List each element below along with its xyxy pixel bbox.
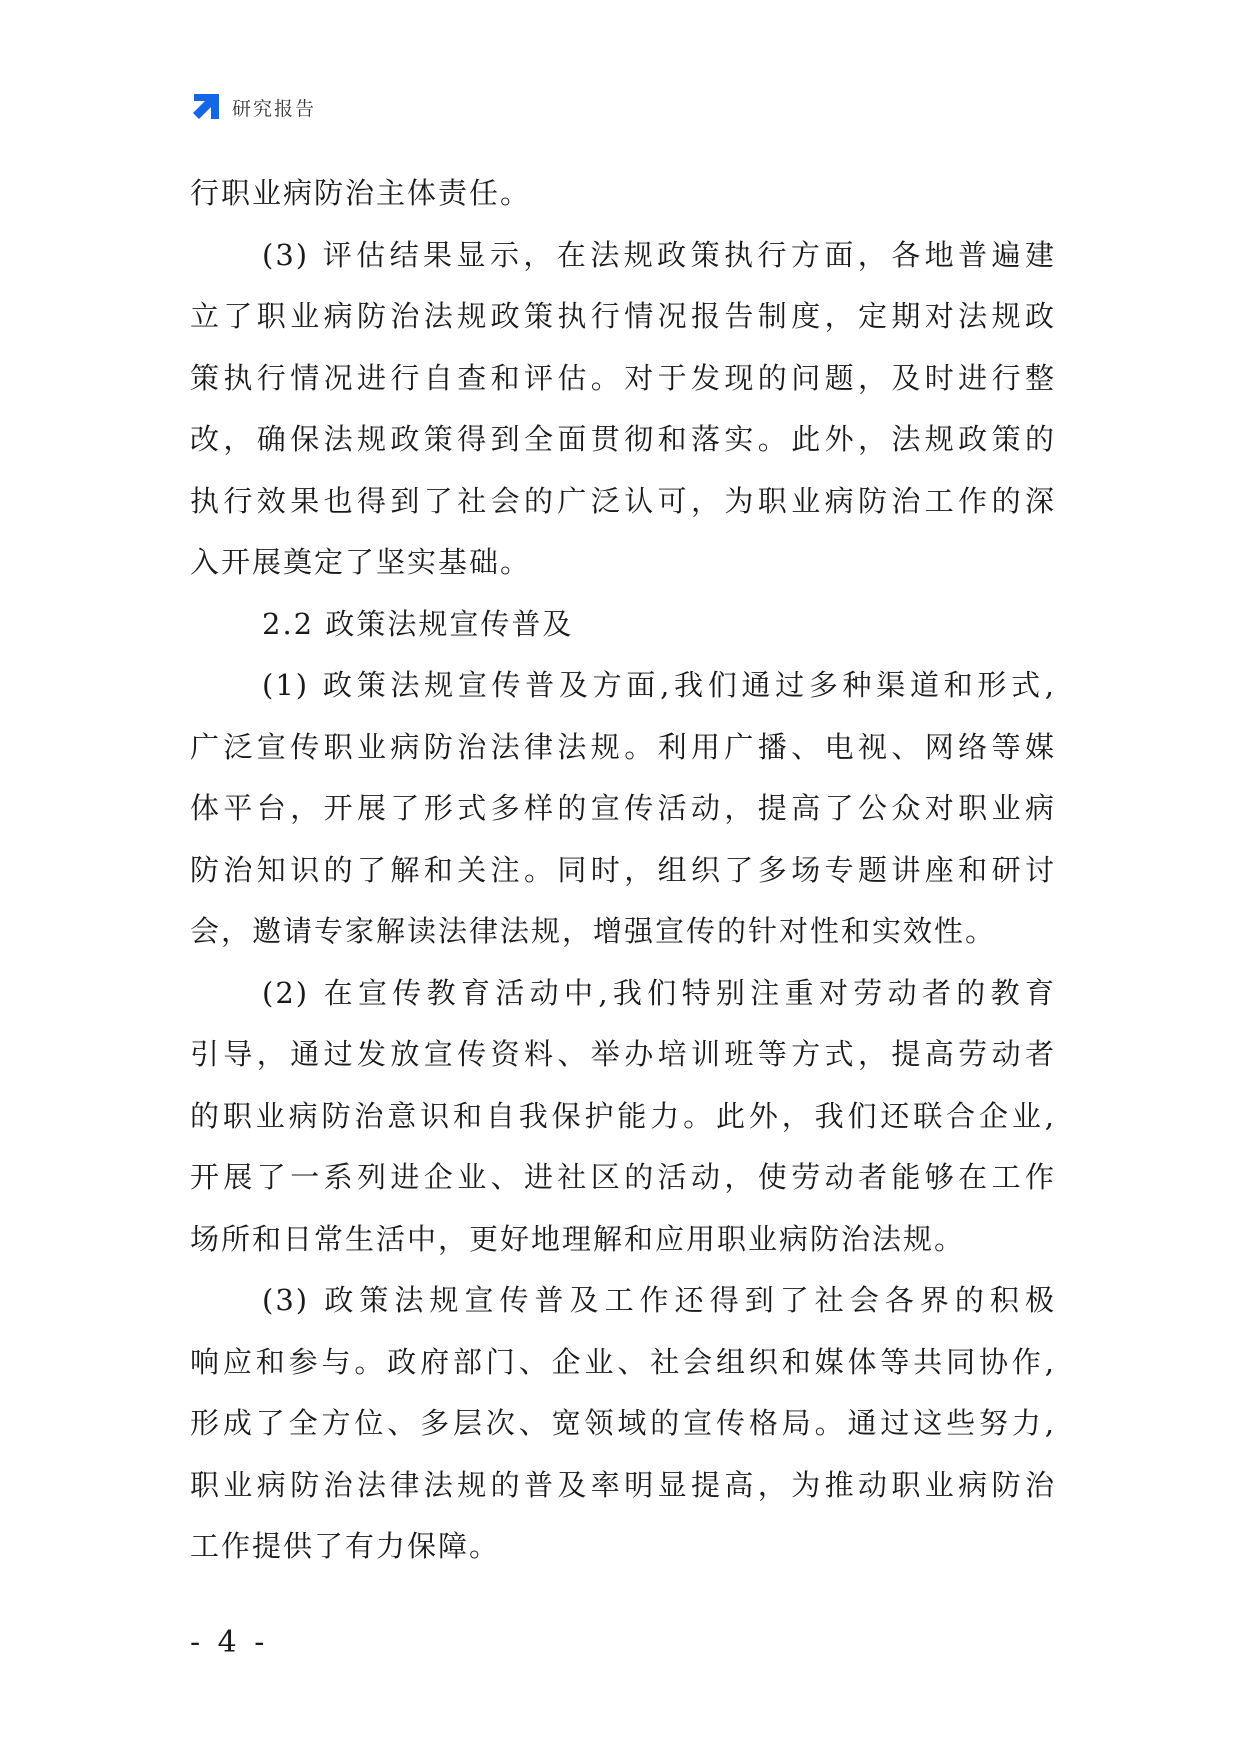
text-line: 会，邀请专家解读法律法规，增强宣传的针对性和实效性。	[190, 914, 997, 948]
text-line: 响应和参与。政府部门、企业、社会组织和媒体等共同协作,	[190, 1344, 1056, 1379]
text-line: 改，确保法规政策得到全面贯彻和落实。此外，法规政策的	[190, 422, 1056, 456]
text-line: 体平台，开展了形式多样的宣传活动，提高了公众对职业病	[190, 791, 1056, 825]
header-title: 研究报告	[232, 97, 317, 120]
text-line: 工作提供了有力保障。	[190, 1529, 501, 1563]
text-line: 策执行情况进行自查和评估。对于发现的问题，及时进行整	[190, 360, 1056, 395]
text-line: 执行效果也得到了社会的广泛认可，为职业病防治工作的深	[190, 483, 1056, 518]
section-heading: 2.2 政策法规宣传普及	[262, 606, 574, 641]
text-line: (1) 政策法规宣传普及方面,我们通过多种渠道和形式,	[262, 668, 1056, 702]
text-line: 入开展奠定了坚实基础。	[190, 545, 532, 579]
text-line: 防治知识的了解和关注。同时，组织了多场专题讲座和研讨	[190, 852, 1056, 887]
text-line: 形成了全方位、多层次、宽领域的宣传格局。通过这些努力,	[190, 1406, 1056, 1440]
logo-arrow-icon	[190, 91, 222, 123]
text-line: (2) 在宣传教育活动中,我们特别注重对劳动者的教育	[262, 975, 1056, 1010]
text-line: 的职业病防治意识和自我保护能力。此外，我们还联合企业,	[190, 1098, 1056, 1133]
text-line: 场所和日常生活中，更好地理解和应用职业病防治法规。	[190, 1221, 966, 1256]
text-line: 行职业病防治主体责任。	[190, 176, 532, 210]
document-body	[190, 163, 1056, 1578]
text-line: 广泛宣传职业病防治法律法规。利用广播、电视、网络等媒	[190, 729, 1056, 764]
text-line: (3) 政策法规宣传普及工作还得到了社会各界的积极	[262, 1283, 1056, 1317]
text-line: 开展了一系列进企业、进社区的活动，使劳动者能够在工作	[190, 1160, 1056, 1194]
text-line: 引导，通过发放宣传资料、举办培训班等方式，提高劳动者	[190, 1037, 1056, 1071]
page-header	[190, 90, 316, 124]
text-line: (3) 评估结果显示，在法规政策执行方面，各地普遍建	[262, 237, 1056, 272]
page-number: - 4 -	[190, 1625, 269, 1660]
text-line: 职业病防治法律法规的普及率明显提高，为推动职业病防治	[190, 1467, 1056, 1502]
text-line: 立了职业病防治法规政策执行情况报告制度，定期对法规政	[190, 299, 1056, 333]
